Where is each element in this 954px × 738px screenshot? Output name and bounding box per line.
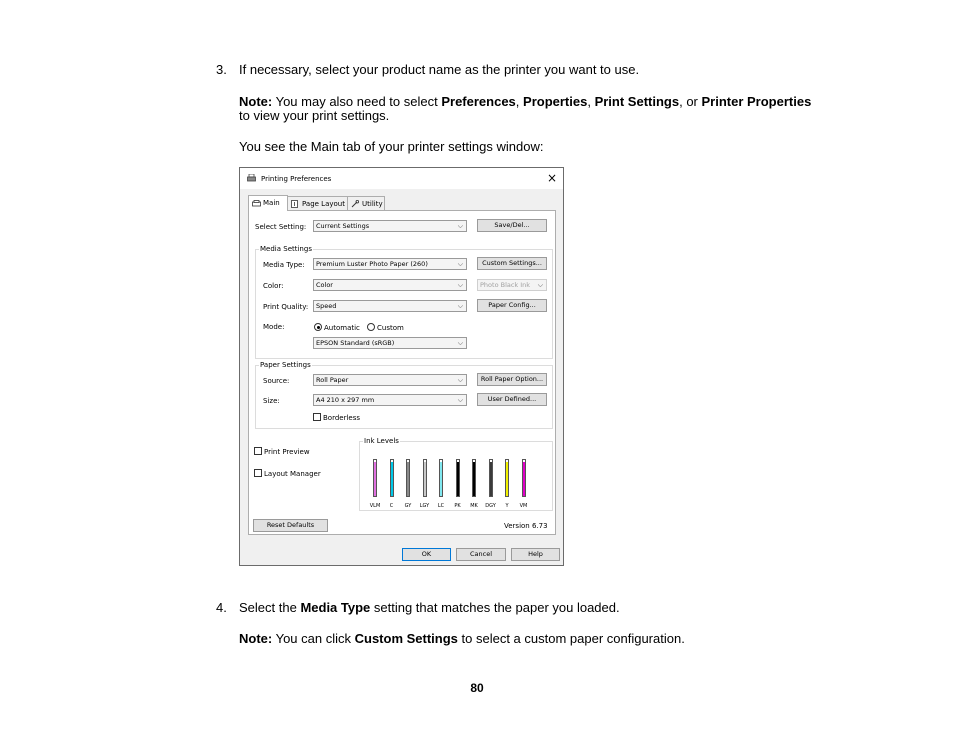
intro-text: You see the Main tab of your printer settings window: [239, 139, 544, 154]
tab-utility-label: Utility [362, 200, 383, 208]
ink-label-lc: LC [437, 503, 445, 509]
chevron-down-icon: ⌵ [457, 376, 463, 384]
step-3-text: If necessary, select your product name as the printer you want to use. [239, 62, 640, 77]
size-dropdown[interactable] [313, 394, 467, 406]
ink-fill-vm [523, 462, 525, 496]
mode-label: Mode: [263, 323, 285, 331]
print-quality-dropdown[interactable] [313, 300, 467, 312]
note-text: , or [679, 94, 702, 109]
mode-custom-label: Custom [377, 324, 404, 332]
media-type-term: Media Type [300, 600, 371, 615]
reset-defaults-button[interactable]: Reset Defaults [253, 519, 328, 532]
user-defined-button[interactable]: User Defined... [477, 393, 547, 406]
ink-bar-gy [406, 459, 410, 497]
close-icon[interactable]: × [546, 171, 557, 185]
ink-fill-lgy [424, 462, 426, 496]
ink-fill-lc [440, 462, 442, 496]
layout-manager-label: Layout Manager [264, 470, 321, 478]
ink-label-mk: MK [470, 503, 478, 509]
ink-label-lgy: LGY [419, 503, 430, 509]
page-number: 80 [470, 681, 484, 695]
color-value: Color [316, 281, 333, 289]
mode-value: EPSON Standard (sRGB) [316, 339, 395, 347]
select-setting-dropdown[interactable] [313, 220, 467, 232]
print-settings-term: Print Settings [594, 94, 680, 109]
main-tab-icon [252, 200, 261, 207]
media-type-label: Media Type: [263, 261, 305, 269]
note-text: You can click [272, 631, 355, 646]
ink-levels-chart [369, 453, 549, 509]
note-label: Note: [239, 94, 273, 109]
tab-main-label: Main [263, 199, 280, 207]
select-setting-value: Current Settings [316, 222, 370, 230]
printer-properties-term: Printer Properties [701, 94, 812, 109]
source-dropdown[interactable] [313, 374, 467, 386]
preferences-term: Preferences [441, 94, 516, 109]
layout-manager-checkbox[interactable] [254, 469, 262, 477]
chevron-down-icon: ⌵ [537, 281, 543, 289]
source-value: Roll Paper [316, 376, 349, 384]
black-ink-value: Photo Black Ink [480, 281, 531, 289]
print-preview-checkbox[interactable] [254, 447, 262, 455]
main-tab-panel [248, 210, 556, 535]
printing-preferences-dialog [239, 167, 564, 566]
chevron-down-icon: ⌵ [457, 222, 463, 230]
wrench-icon [351, 200, 359, 208]
ink-label-c: C [389, 503, 394, 509]
note-text: You may also need to select [272, 94, 442, 109]
ink-fill-mk [473, 462, 475, 496]
ink-bar-c [390, 459, 394, 497]
ok-button[interactable]: OK [402, 548, 451, 561]
tab-page-layout[interactable] [287, 196, 348, 210]
ink-bar-lc [439, 459, 443, 497]
media-type-value: Premium Luster Photo Paper (260) [316, 260, 428, 268]
ink-fill-vlm [374, 462, 376, 496]
mode-automatic-label: Automatic [324, 324, 360, 332]
note-label: Note: [239, 631, 273, 646]
custom-settings-button[interactable]: Custom Settings... [477, 257, 547, 270]
ink-fill-pk [457, 462, 459, 496]
ink-fill-c [391, 462, 393, 496]
note-1 [239, 94, 811, 109]
ink-bar-y [505, 459, 509, 497]
mode-dropdown[interactable] [313, 337, 467, 349]
ink-label-dgy: DGY [485, 503, 496, 509]
chevron-down-icon: ⌵ [457, 260, 463, 268]
tab-main[interactable] [248, 195, 288, 211]
ink-bar-vlm [373, 459, 377, 497]
borderless-checkbox[interactable] [313, 413, 321, 421]
chevron-down-icon: ⌵ [457, 281, 463, 289]
custom-settings-term: Custom Settings [354, 631, 458, 646]
tab-page-layout-label: Page Layout [302, 200, 345, 208]
ink-levels-title: Ink Levels [364, 437, 399, 445]
ink-label-pk: PK [454, 503, 461, 509]
size-value: A4 210 x 297 mm [316, 396, 375, 404]
ink-bar-vm [522, 459, 526, 497]
print-quality-value: Speed [316, 302, 337, 310]
ink-fill-dgy [490, 462, 492, 496]
ink-bar-lgy [423, 459, 427, 497]
chevron-down-icon: ⌵ [457, 339, 463, 347]
properties-term: Properties [523, 94, 588, 109]
mode-automatic-radio[interactable] [314, 323, 322, 331]
step-3-number: 3. [216, 62, 227, 77]
borderless-label: Borderless [323, 414, 361, 422]
print-quality-label: Print Quality: [263, 303, 309, 311]
save-del-button[interactable]: Save/Del... [477, 219, 547, 232]
black-ink-dropdown [477, 279, 547, 291]
dialog-titlebar [240, 168, 563, 189]
ink-bar-mk [472, 459, 476, 497]
paper-settings-group-label: Paper Settings [260, 361, 311, 369]
paper-config-button[interactable]: Paper Config... [477, 299, 547, 312]
ink-label-y: Y [505, 503, 509, 509]
print-preview-label: Print Preview [264, 448, 310, 456]
help-button[interactable]: Help [511, 548, 560, 561]
tab-utility[interactable] [347, 196, 385, 210]
note-2 [239, 631, 685, 646]
note-text: , [515, 94, 524, 109]
chevron-down-icon: ⌵ [457, 302, 463, 310]
select-setting-label: Select Setting: [255, 223, 307, 231]
chevron-down-icon: ⌵ [457, 396, 463, 404]
step-4-text-part: setting that matches the paper you loaded. [370, 600, 620, 615]
note-text: to select a custom paper configuration. [457, 631, 685, 646]
roll-paper-option-button[interactable]: Roll Paper Option... [477, 373, 547, 386]
color-dropdown[interactable] [313, 279, 467, 291]
note-text: , [587, 94, 595, 109]
step-4-text-part: Select the [239, 600, 301, 615]
ink-bar-pk [456, 459, 460, 497]
version-label: Version 6.73 [504, 522, 548, 530]
ink-label-vm: VM [519, 503, 528, 509]
cancel-button[interactable]: Cancel [456, 548, 506, 561]
page-layout-tab-icon [291, 200, 298, 208]
ink-fill-gy [407, 462, 409, 496]
step-4-number: 4. [216, 600, 227, 615]
ink-label-vlm: VLM [369, 503, 381, 509]
media-settings-group-label: Media Settings [260, 245, 312, 253]
printer-icon [247, 174, 256, 182]
mode-custom-radio[interactable] [367, 323, 375, 331]
size-label: Size: [263, 397, 280, 405]
media-type-dropdown[interactable] [313, 258, 467, 270]
ink-bar-dgy [489, 459, 493, 497]
step-4-text [239, 600, 620, 615]
note-1-line-2: to view your print settings. [239, 108, 390, 123]
ink-fill-y [506, 462, 508, 496]
dialog-title: Printing Preferences [261, 175, 332, 183]
ink-label-gy: GY [404, 503, 412, 509]
color-label: Color: [263, 282, 284, 290]
source-label: Source: [263, 377, 290, 385]
